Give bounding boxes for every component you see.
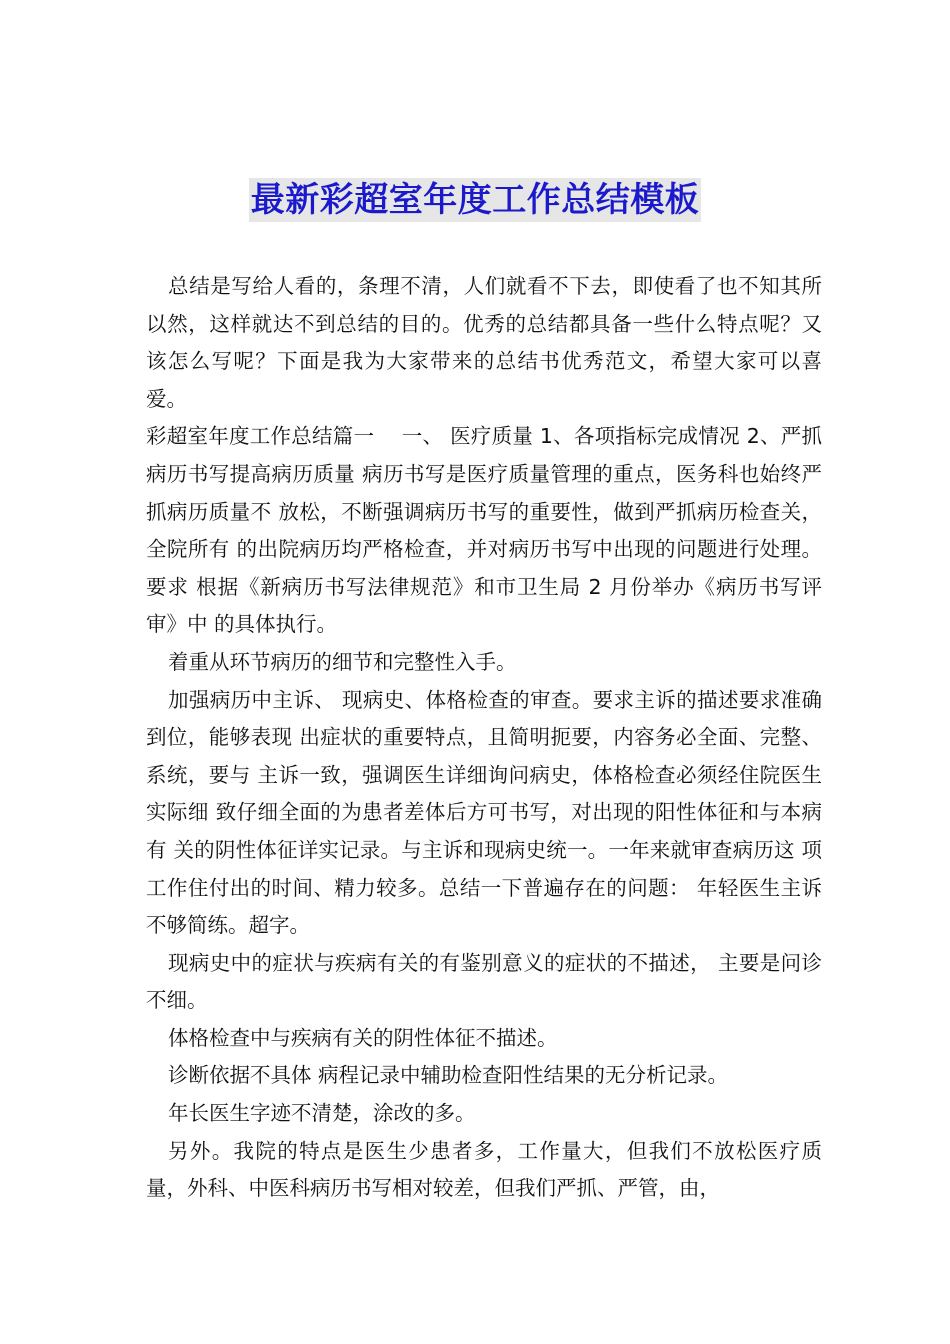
document-title: 最新彩超室年度工作总结模板 <box>250 180 700 220</box>
paragraph-history: 现病史中的症状与疾病有关的有鉴别意义的症状的不描述， 主要是问诊不细。 <box>146 950 822 1013</box>
document-body <box>146 268 822 1208</box>
paragraph-diagnosis: 诊断依据不具体 病程记录中辅助检查阳性结果的无分析记录。 <box>168 1063 729 1088</box>
paragraph-exam: 体格检查中与疾病有关的阴性体征不描述。 <box>168 1025 558 1050</box>
title-container <box>0 178 950 222</box>
paragraph-handwriting: 年长医生字迹不清楚，涂改的多。 <box>168 1101 476 1126</box>
paragraph-additional: 另外。我院的特点是医生少患者多，工作量大，但我们不放松医疗质量，外科、中医科病历书写相对较差，但我们严抓、严管，由， <box>146 1138 822 1201</box>
paragraph-review: 加强病历中主诉、 现病史、体格检查的审查。要求主诉的描述要求准确到位，能够表现 出症状的重要特点，且简明扼要，内容务必全面、完整、系统，要与 主诉一致，强调医生详细询问病史，体格检查必须经住院医生实际细 致仔细全面的为患者差体后方可书写，对出现的阳性体征和与本病有 关的阴性体征详实记录。与主诉和现病史统一。一年来就审查病历这 项工作住付出的时间、精力较多。总结一下普遍存在的问题： 年轻医生主诉不够简练。超字。 <box>146 687 822 938</box>
paragraph-section-one: 彩超室年度工作总结篇一 一、 医疗质量 1、各项指标完成情况 2、严抓病历书写提高病历质量 病历书写是医疗质量管理的重点，医务科也始终严抓病历质量不 放松，不断强调病历书写的重要性，做到严抓病历检查关，全院所有 的出院病历均严格检查，并对病历书写中出现的问题进行处理。要求 根据《新病历书写法律规范》和市卫生局 2 月份举办《病历书写评审》中 的具体执行。 <box>146 424 822 637</box>
paragraph-intro: 总结是写给人看的，条理不清，人们就看不下去，即使看了也不知其所以然，这样就达不到总结的目的。优秀的总结都具备一些什么特点呢？又该怎么写呢？下面是我为大家带来的总结书优秀范文，希望大家可以喜爱。 <box>146 274 822 411</box>
paragraph-focus: 着重从环节病历的细节和完整性入手。 <box>168 649 517 674</box>
